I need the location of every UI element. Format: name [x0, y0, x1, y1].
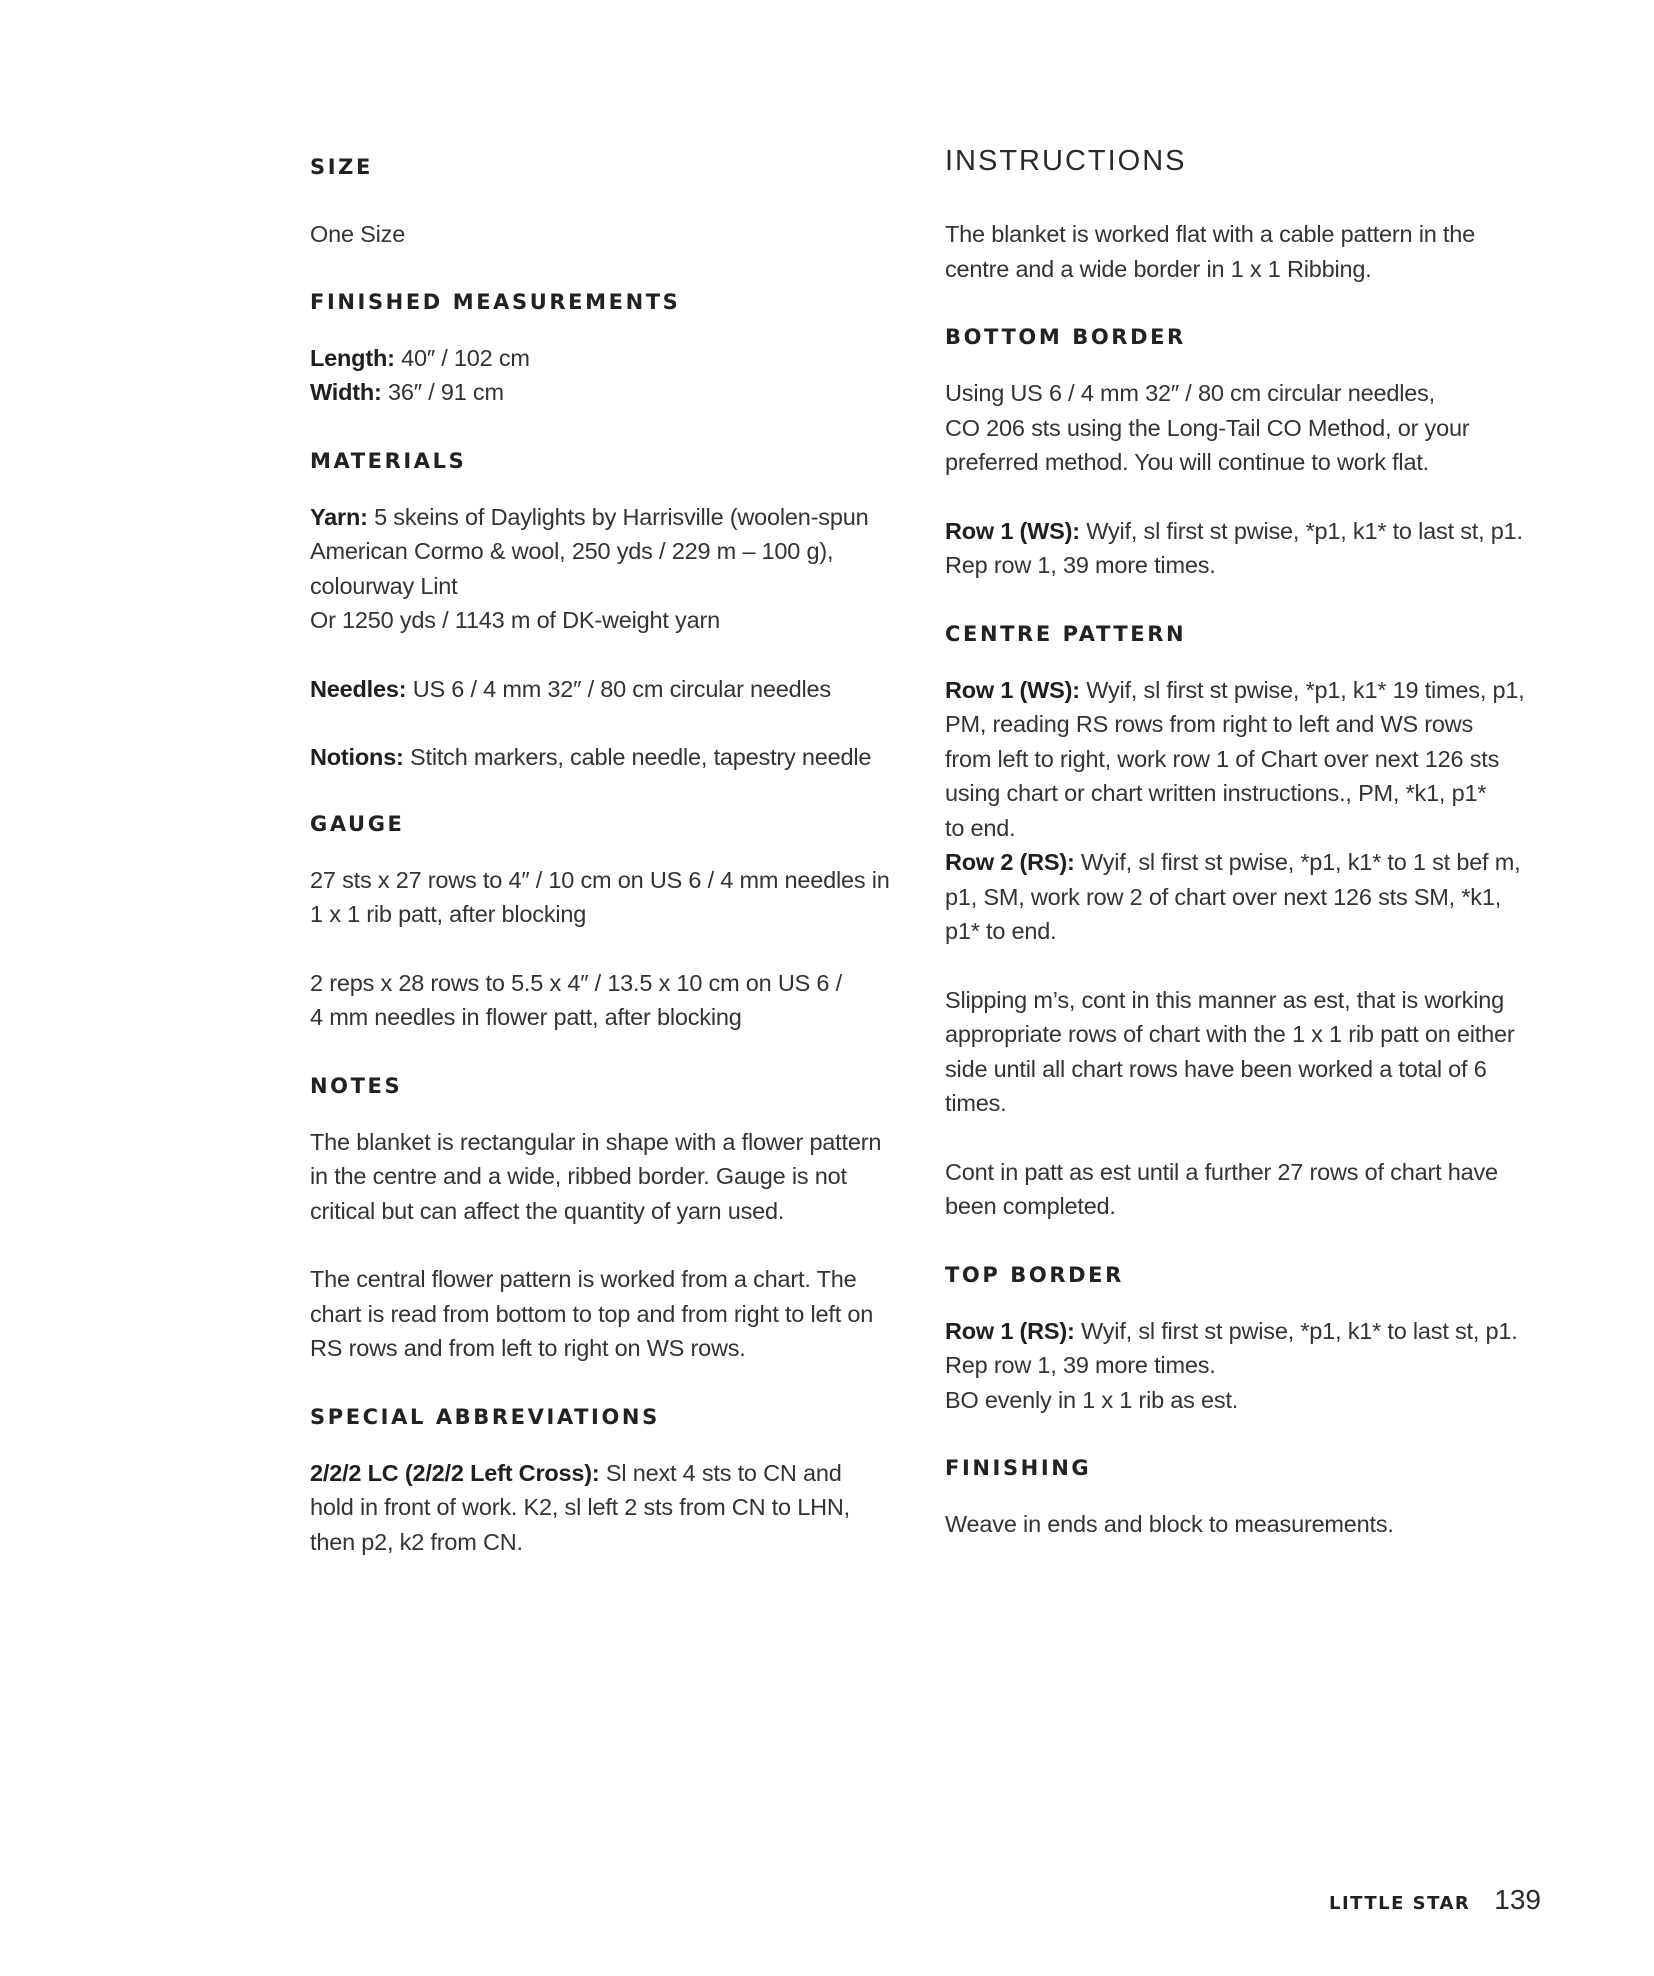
centre-row-1-label: Row 1 (WS):	[945, 676, 1080, 703]
cont-line-2: been completed.	[945, 1193, 1116, 1219]
bottom-line-3: preferred method. You will continue to work flat.	[945, 449, 1429, 475]
abbrev-label: 2/2/2 LC (2/2/2 Left Cross):	[310, 1459, 600, 1486]
instructions-heading: INSTRUCTIONS	[945, 145, 1187, 177]
centre-row-1-text: Wyif, sl first st pwise, *p1, k1* 19 times, p1,	[1079, 676, 1525, 703]
size-heading: SIZE	[310, 155, 373, 179]
notes-line-1: The blanket is rectangular in shape with a flower pattern	[310, 1128, 882, 1155]
gauge-line-4: 4 mm needles in flower patt, after blocking	[310, 1004, 742, 1030]
notes-line-4: The central flower pattern is worked from a chart. The	[310, 1266, 857, 1292]
cont-line-1: Cont in patt as est until a further 27 rows of chart have	[945, 1158, 1498, 1185]
length-line	[310, 341, 920, 376]
notions-value: Stitch markers, cable needle, tapestry needle	[403, 744, 872, 770]
centre-row-2-line-1	[945, 845, 1545, 880]
width-label: Width:	[310, 379, 382, 405]
width-line	[310, 375, 920, 410]
notes-line-5: chart is read from bottom to top and from right to left on	[310, 1300, 874, 1327]
length-value: 40″ / 102 cm	[394, 344, 530, 371]
bottom-line-2: CO 206 sts using the Long-Tail CO Method, or your	[945, 414, 1470, 441]
centre-row-1-line-4: using chart or chart written instructions., PM, *k1, p1*	[945, 780, 1487, 806]
needles-label: Needles:	[310, 675, 407, 702]
right-column	[945, 145, 1545, 1542]
width-value: 36″ / 91 cm	[381, 379, 504, 405]
yarn-label: Yarn:	[310, 503, 368, 530]
measurements-heading: FINISHED MEASUREMENTS	[310, 289, 681, 314]
slip-line-3: side until all chart rows have been worked a total of 6	[945, 1055, 1487, 1082]
left-column	[310, 150, 920, 1559]
footer-title: LITTLE STAR	[1328, 1893, 1471, 1914]
notes-line-3: critical but can affect the quantity of yarn used.	[310, 1197, 785, 1224]
top-row-1-text: Wyif, sl first st pwise, *p1, k1* to last st, p1.	[1074, 1317, 1518, 1344]
centre-row-1-line-2: PM, reading RS rows from right to left and WS rows	[945, 711, 1474, 737]
gauge-heading: GAUGE	[310, 811, 405, 836]
abbrev-line-1	[310, 1456, 920, 1491]
bottom-line-1: Using US 6 / 4 mm 32″ / 80 cm circular needles,	[945, 380, 1435, 406]
top-row-1-rep: Rep row 1, 39 more times.	[945, 1352, 1216, 1378]
top-row-1	[945, 1314, 1545, 1349]
materials-heading: MATERIALS	[310, 448, 467, 473]
abbreviations-heading: SPECIAL ABBREVIATIONS	[310, 1404, 660, 1429]
notes-line-2: in the centre and a wide, ribbed border. Gauge is not	[310, 1163, 847, 1189]
bottom-row-1-label: Row 1 (WS):	[945, 517, 1080, 544]
abbrev-line-3: then p2, k2 from CN.	[310, 1528, 523, 1555]
yarn-line-2: American Cormo & wool, 250 yds / 229 m – 100 g),	[310, 538, 834, 564]
bottom-border-heading: BOTTOM BORDER	[945, 325, 1186, 349]
bottom-row-1-rep: Rep row 1, 39 more times.	[945, 552, 1216, 578]
yarn-line-4: Or 1250 yds / 1143 m of DK-weight yarn	[310, 607, 720, 633]
abbrev-text: Sl next 4 sts to CN and	[599, 1459, 842, 1486]
page-number: 139	[1494, 1884, 1541, 1915]
bottom-row-1	[945, 514, 1545, 549]
gauge-line-1: 27 sts x 27 rows to 4″ / 10 cm on US 6 / 4 mm needles in	[310, 866, 890, 893]
notions-label: Notions:	[310, 744, 404, 770]
page-footer	[1329, 1884, 1541, 1916]
top-row-1-label: Row 1 (RS):	[945, 1317, 1075, 1344]
centre-row-2-line-2: p1, SM, work row 2 of chart over next 126 sts SM, *k1,	[945, 883, 1502, 910]
yarn-line-1	[310, 500, 920, 535]
centre-row-2-label: Row 2 (RS):	[945, 849, 1075, 875]
yarn-text: 5 skeins of Daylights by Harrisville (woolen-spun	[367, 503, 869, 530]
finishing-heading: FINISHING	[945, 1456, 1092, 1480]
needles-line	[310, 672, 920, 707]
centre-pattern-heading: CENTRE PATTERN	[945, 621, 1187, 646]
centre-row-1-line-3: from left to right, work row 1 of Chart over next 126 sts	[945, 745, 1500, 772]
intro-line-1: The blanket is worked flat with a cable pattern in the	[945, 221, 1475, 247]
length-label: Length:	[310, 344, 395, 371]
abbrev-line-2: hold in front of work. K2, sl left 2 sts from CN to LHN,	[310, 1494, 850, 1520]
top-border-heading: TOP BORDER	[945, 1262, 1124, 1287]
notions-line	[310, 740, 920, 775]
notes-line-6: RS rows and from left to right on WS rows.	[310, 1335, 746, 1361]
slip-line-2: appropriate rows of chart with the 1 x 1 rib patt on either	[945, 1021, 1515, 1047]
centre-row-2-text: Wyif, sl first st pwise, *p1, k1* to 1 st bef m,	[1074, 849, 1521, 875]
notes-heading: NOTES	[310, 1073, 403, 1098]
intro-line-2: centre and a wide border in 1 x 1 Ribbing.	[945, 255, 1372, 282]
top-bind-off: BO evenly in 1 x 1 rib as est.	[945, 1386, 1239, 1413]
gauge-line-2: 1 x 1 rib patt, after blocking	[310, 901, 587, 927]
needles-value: US 6 / 4 mm 32″ / 80 cm circular needles	[406, 675, 831, 702]
centre-row-1-line-5: to end.	[945, 814, 1016, 841]
centre-row-1-line-1	[945, 673, 1545, 708]
slip-line-4: times.	[945, 1090, 1007, 1116]
slip-line-1: Slipping m’s, cont in this manner as est, that is working	[945, 986, 1504, 1013]
finishing-text: Weave in ends and block to measurements.	[945, 1511, 1394, 1537]
centre-row-2-line-3: p1* to end.	[945, 918, 1057, 944]
bottom-row-1-text: Wyif, sl first st pwise, *p1, k1* to last st, p1.	[1079, 517, 1523, 544]
gauge-line-3: 2 reps x 28 rows to 5.5 x 4″ / 13.5 x 10 cm on US 6 /	[310, 969, 842, 996]
size-text: One Size	[310, 221, 406, 247]
yarn-line-3: colourway Lint	[310, 572, 458, 599]
